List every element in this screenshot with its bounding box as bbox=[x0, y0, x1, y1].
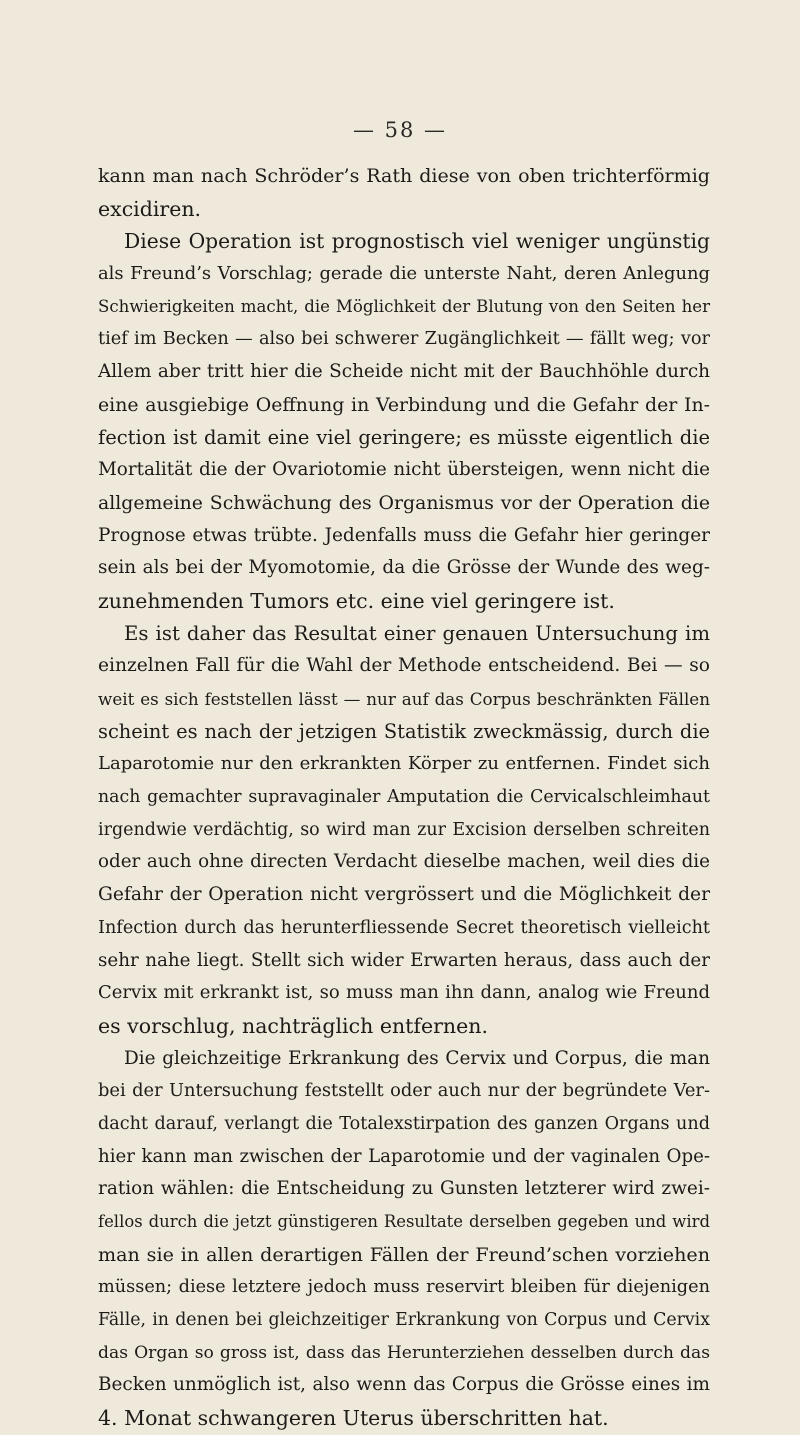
text-line: sein als bei der Myomotomie, da die Grösse der Wunde des weg- bbox=[98, 557, 710, 579]
text-line: Laparotomie nur den erkrankten Körper zu entfernen. Findet sich bbox=[98, 753, 710, 775]
text-line: kann man nach Schröder’s Rath diese von oben trichterförmig bbox=[98, 165, 710, 187]
text-line: Gefahr der Operation nicht vergrössert und die Möglichkeit der bbox=[98, 884, 710, 906]
text-line: Cervix mit erkrankt ist, so muss man ihn dann, analog wie Freund bbox=[98, 982, 710, 1004]
text-line: eine ausgiebige Oeffnung in Verbindung und die Gefahr der In- bbox=[98, 393, 710, 416]
text-line: fection ist damit eine viel geringere; es müsste eigentlich die bbox=[98, 425, 710, 449]
body-text bbox=[98, 160, 710, 1435]
text-line: tief im Becken — also bei schwerer Zugänglichkeit — fällt weg; vor bbox=[98, 329, 710, 350]
text-line: dacht darauf, verlangt die Totalexstirpation des ganzen Organs und bbox=[98, 1113, 710, 1134]
text-line: nach gemachter supravaginaler Amputation die Cervicalschleimhaut bbox=[98, 787, 710, 808]
text-line: als Freund’s Vorschlag; gerade die unterste Naht, deren Anlegung bbox=[98, 263, 710, 285]
text-line: irgendwie verdächtig, so wird man zur Excision derselben schreiten bbox=[98, 819, 710, 840]
text-line: müssen; diese letztere jedoch muss reservirt bleiben für diejenigen bbox=[98, 1277, 710, 1298]
text-line: das Organ so gross ist, dass das Herunterziehen desselben durch das bbox=[98, 1342, 710, 1363]
text-line: Die gleichzeitige Erkrankung des Cervix und Corpus, die man bbox=[124, 1047, 710, 1069]
text-line: weit es sich feststellen lässt — nur auf das Corpus beschränkten Fällen bbox=[98, 689, 710, 709]
text-line: Becken unmöglich ist, also wenn das Corpus die Grösse eines im bbox=[98, 1374, 710, 1396]
text-line: Es ist daher das Resultat einer genauen Untersuchung im bbox=[124, 621, 710, 645]
text-line: ration wählen: die Entscheidung zu Gunsten letzterer wird zwei- bbox=[98, 1178, 710, 1200]
page-number: — 58 — bbox=[352, 118, 448, 142]
text-line: sehr nahe liegt. Stellt sich wider Erwarten heraus, dass auch der bbox=[98, 949, 710, 971]
text-line: Prognose etwas trübte. Jedenfalls muss die Gefahr hier geringer bbox=[98, 524, 710, 546]
text-line: Fälle, in denen bei gleichzeitiger Erkrankung von Corpus und Cervix bbox=[98, 1310, 710, 1331]
text-line: Infection durch das herunterfliessende Secret theoretisch vielleicht bbox=[98, 917, 710, 938]
text-line: einzelnen Fall für die Wahl der Methode entscheidend. Bei — so bbox=[98, 655, 710, 677]
text-line: 4. Monat schwangeren Uterus überschritten hat. bbox=[98, 1406, 609, 1431]
text-line: allgemeine Schwächung des Organismus vor der Operation die bbox=[98, 491, 710, 514]
text-line: es vorschlug, nachträglich entfernen. bbox=[98, 1013, 488, 1038]
text-line: man sie in allen derartigen Fällen der Freund’schen vorziehen bbox=[98, 1242, 710, 1266]
text-line: Mortalität die der Ovariotomie nicht übersteigen, wenn nicht die bbox=[98, 459, 710, 481]
text-line: Schwierigkeiten macht, die Möglichkeit der Blutung von den Seiten her bbox=[98, 296, 710, 316]
text-line: fellos durch die jetzt günstigeren Resultate derselben gegeben und wird bbox=[98, 1212, 710, 1231]
text-line: oder auch ohne directen Verdacht dieselbe machen, weil dies die bbox=[98, 851, 710, 873]
text-line: hier kann man zwischen der Laparotomie und der vaginalen Ope- bbox=[98, 1145, 710, 1167]
text-line: Diese Operation ist prognostisch viel weniger ungünstig bbox=[124, 229, 710, 254]
text-line: Allem aber tritt hier die Scheide nicht mit der Bauchhöhle durch bbox=[98, 361, 710, 383]
text-line: excidiren. bbox=[98, 196, 202, 221]
text-line: zunehmenden Tumors etc. eine viel geringere ist. bbox=[98, 588, 615, 613]
text-line: scheint es nach der jetzigen Statistik zweckmässig, durch die bbox=[98, 719, 710, 743]
text-line: bei der Untersuchung feststellt oder auch nur der begründete Ver- bbox=[98, 1080, 710, 1102]
